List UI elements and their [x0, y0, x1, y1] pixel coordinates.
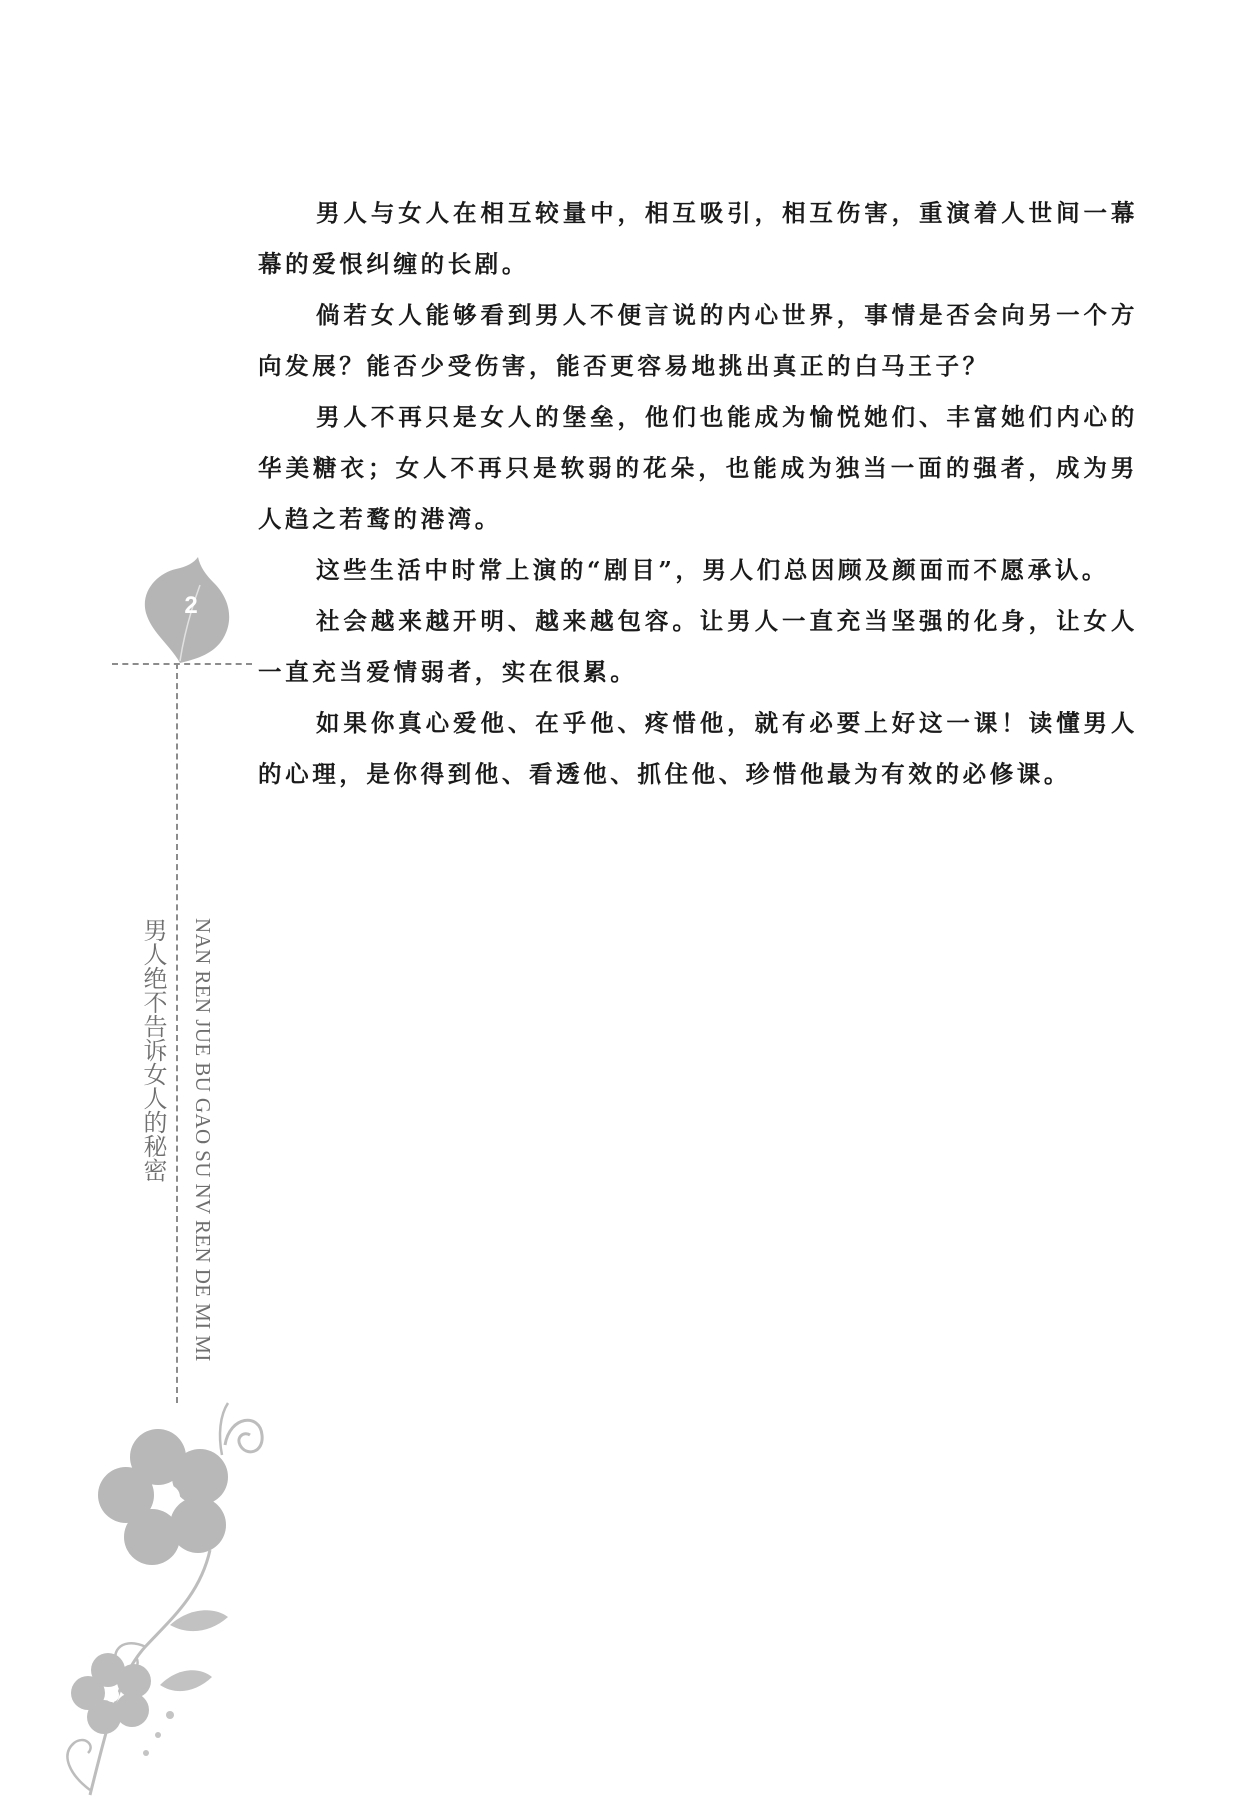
dashed-rule-vertical — [176, 663, 178, 1403]
body-text — [258, 188, 1138, 800]
paragraph-3: 男人不再只是女人的堡垒，他们也能成为愉悦她们、丰富她们内心的华美糖衣；女人不再只是软弱的花朵，也能成为独当一面的强者，成为男人趋之若鹜的港湾。 — [258, 403, 1138, 533]
paragraph-6: 如果你真心爱他、在乎他、疼惜他，就有必要上好这一课！读懂男人的心理，是你得到他、看透他、抓住他、珍惜他最为有效的必修课。 — [258, 709, 1138, 788]
paragraph-1: 男人与女人在相互较量中，相互吸引，相互伤害，重演着人世间一幕幕的爱恨纠缠的长剧。 — [258, 199, 1138, 278]
side-title-chinese: 男人绝不告诉女人的秘密 — [139, 918, 167, 1182]
paragraph-4: 这些生活中时常上演的“剧目”，男人们总因顾及颜面而不愿承认。 — [316, 556, 1110, 584]
floral-ornament-icon — [50, 1385, 280, 1800]
paragraph-5: 社会越来越开明、越来越包容。让男人一直充当坚强的化身，让女人一直充当爱情弱者，实在很累。 — [258, 607, 1138, 686]
side-title-pinyin: NAN REN JUE BU GAO SU NV REN DE MI MI — [191, 918, 215, 1362]
paragraph-2: 倘若女人能够看到男人不便言说的内心世界，事情是否会向另一个方向发展？能否少受伤害，能否更容易地挑出真正的白马王子？ — [258, 301, 1138, 380]
page-number: 2 — [184, 592, 198, 619]
